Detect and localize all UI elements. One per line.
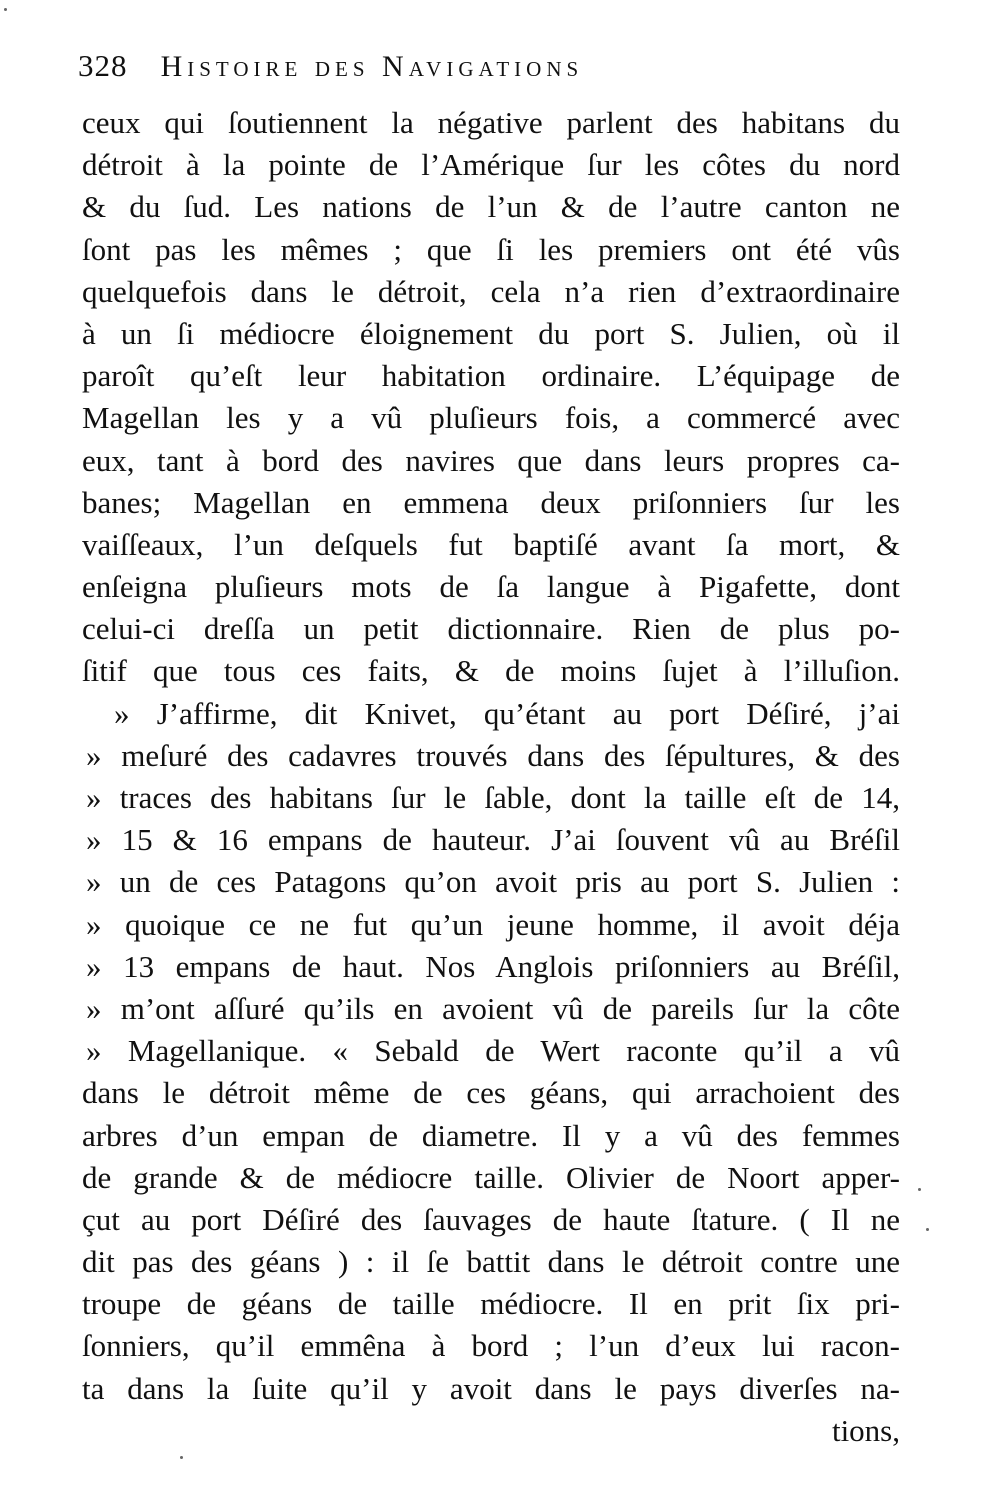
text-line: ceux qui ſoutiennent la négative parlent des habitans du [82,105,900,140]
paper-speck [926,1228,929,1231]
text-line: » J’affirme, dit Knivet, qu’étant au port Déſiré, j’ai [114,695,900,731]
paper-speck [4,8,7,11]
text-line: » m’ont aſſuré qu’ils en avoient vû de pareils ſur la côte [86,990,900,1026]
text-line: de grande & de médiocre taille. Olivier de Noort apper- [82,1159,900,1195]
text-line: banes; Magellan en emmena deux priſonniers ſur les [82,484,900,520]
body-text [82,102,900,1452]
paper-speck [180,1456,183,1459]
text-line: troupe de géans de taille médiocre. Il en prit ſix pri- [82,1286,900,1322]
page-header [78,48,898,98]
text-line: celui-ci dreſſa un petit dictionnaire. Rien de plus po- [82,611,900,647]
text-line: » un de ces Patagons qu’on avoit pris au port S. Julien : [86,864,900,900]
text-line: vaiſſeaux, l’un deſquels fut baptiſé avant ſa mort, & [82,526,900,562]
text-line: à un ſi médiocre éloignement du port S. Julien, où il [82,315,900,351]
text-line: » 13 empans de haut. Nos Anglois priſonniers au Bréſil, [86,948,900,984]
text-line: ſitif que tous ces faits, & de moins ſujet à l’illuſion. [82,653,900,689]
text-line: enſeigna pluſieurs mots de ſa langue à Pigafette, dont [82,569,900,605]
text-line: ſont pas les mêmes ; que ſi les premiers ont été vûs [82,231,900,267]
text-line: paroît qu’eſt leur habitation ordinaire. L’équipage de [82,358,900,394]
text-line: » Magellanique. « Sebald de Wert raconte qu’il a vû [86,1033,900,1069]
text-line: Magellan les y a vû pluſieurs fois, a commercé avec [82,400,900,436]
text-line: » quoique ce ne fut qu’un jeune homme, il avoit déja [86,906,900,942]
text-line: eux, tant à bord des navires que dans leurs propres ca- [82,442,900,478]
paper-speck [918,1188,921,1191]
text-line: çut au port Déſiré des ſauvages de haute ſtature. ( Il ne [82,1201,900,1237]
text-line: » traces des habitans ſur le ſable, dont la taille eſt de 14, [86,780,900,815]
text-line: & du ſud. Les nations de l’un & de l’autre canton ne [82,189,900,225]
catchword-line: tions, [831,1412,900,1448]
text-line: arbres d’un empan de diametre. Il y a vû des femmes [82,1117,900,1153]
text-line: » 15 & 16 empans de hauteur. J’ai ſouvent vû au Bréſil [86,822,900,858]
text-line: dans le détroit même de ces géans, qui arrachoient des [82,1075,900,1111]
text-line: quelquefois dans le détroit, cela n’a rien d’extraordinaire [82,273,900,309]
text-line: détroit à la pointe de l’Amérique ſur les côtes du nord [82,147,900,183]
running-title: Histoire des Navigations [160,50,584,83]
page-number: 328 [78,48,128,83]
text-line: » meſuré des cadavres trouvés dans des ſépultures, & des [86,737,900,773]
text-line: ta dans la ſuite qu’il y avoit dans le pays diverſes na- [82,1370,900,1406]
text-line: dit pas des géans ) : il ſe battit dans le détroit contre une [82,1244,900,1280]
text-line: ſonniers, qu’il emmêna à bord ; l’un d’eux lui racon- [82,1328,900,1364]
